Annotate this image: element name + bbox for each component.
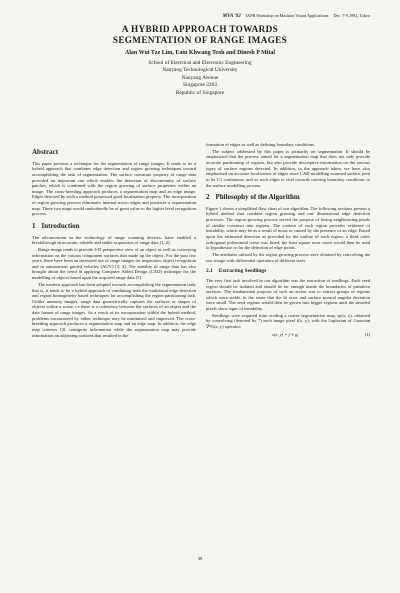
abstract-text: This paper presents a technique for the segmentation of range images. It tends to be a hybrid approach that combines edge detection and region growing techniques toward accomplishing the task of segmentation. The surface curvature property of range data provided an important cue which enables the detection of discontinuity of surface patches, which is combined with the region growing of surface properties within an image. The cross-breeding approach produces a segmentation map and an edge image. Edges detected by such a method possessed good localisation property. The incorporation of region growing process eliminates internal micro edges and produces a segmentation map. These two maps would undoubtedly be of great value to the higher level recognition process. xyxy=(32,160,196,217)
subsection-title: Extracting Seedlings xyxy=(218,268,267,275)
conference-venue: IAPR Workshop on Machine Vision Applications xyxy=(245,13,329,18)
paper-title xyxy=(0,24,400,46)
abstract-heading: Abstract xyxy=(32,148,59,156)
equation xyxy=(206,332,370,338)
conference-name: MVA '92 xyxy=(222,14,241,19)
subsection-number: 2.1 xyxy=(206,268,213,275)
paragraph: The very first task involved in our algorithm was the extraction of seedlings. Each seed region should be isolated and should be far enough inside the boundaries of primitive surfaces. The fundamental purpose of such an action was to extract groups of regions which were stable, in the sense that the fit error and surface normal angular deviation were small. The seed regions would then be grown into bigger regions until the invaded pixels show signs of instability. xyxy=(206,277,370,311)
affiliation-line: Republic of Singapore xyxy=(175,89,225,96)
page-number: 39 xyxy=(197,556,203,561)
affiliation-line: School of Electrical and Electronic Engineering xyxy=(148,60,252,66)
equation-body: s(x, y) = f ∗ g, xyxy=(272,331,299,337)
paragraph: Figure 1 shows a simplified flow chart of our algorithm. The following sections present a hybrid method that combine region growing and one dimensional edge detection processes. The region growing process served the purpose of fusing neighbouring pixels of similar construct into regions. The contour of each region provides evidence of instability, which may be as a result of noise or caused by the presence of an edge. Based upon the estimated direction as provided by the outline of each region, a third order orthogonal polynomial curve was fitted; the least square error curve would then be used to hypothesise or for the detection of edge points. xyxy=(206,205,370,251)
section-title: Philosophy of the Algorithm xyxy=(215,193,300,202)
title-line-1: A HYBRID APPROACH TOWARDS xyxy=(121,24,279,34)
title-line-2: SEGMENTATION OF RANGE IMAGES xyxy=(112,35,288,45)
section-heading xyxy=(32,221,196,230)
left-column xyxy=(32,150,196,339)
paragraph: formation of edges as well as defining boundary conditions. xyxy=(206,142,315,147)
paragraph: The modern approach has been adopted towards accomplishing the segmentation task; that is, it tends to be a hybrid approach of combining both the traditional edge detection and region homogeneity based techniques for accomplishing the region partitioning task. Unlike intensity images, range data geometrically captures the surfaces or shapes of objects within a scene, i.e there is a coherency between the surfaces of an object and the data format of range images. As a result of its incorporation within the hybrid method, problems encountered by either technique may be minimised and improved. The cross-breeding approach produces a segmentation map and an edge map. In addition, the edge map conveys C0, contiguity information while the segmentation map may provide information on adjoining surfaces that resulted in the xyxy=(32,281,196,338)
affiliation-line: Nanyang Technological University xyxy=(162,67,238,74)
paragraph: The subject addressed by this paper is primarily on segmentation. It should be emphasized that the process aimed for a segmentation map that does not only provide accurate partitioning of regions, but also provide descriptive information on the various types of surface regions detected. In addition, in the approach taken, we have also emphasised on accurate localisation of edges since CAD modelling assumed surface joint to be C1 continuous; and as such edges is vital towards catering boundary conditions to the surface modelling process. xyxy=(206,148,370,188)
section-heading xyxy=(206,195,370,201)
authors: Alan Wui Tze Lim, Eam Khwang Teoh and Dinesh P Mital xyxy=(124,50,276,56)
section-title: Introduction xyxy=(41,221,80,230)
conference-location: Tokyo xyxy=(359,13,370,18)
paragraph: The advancement in the technology of range scanning devices, have enabled a breakthrough in accurate, reliable and stable acquisition of range data [1, 2]. xyxy=(32,234,196,246)
subsection-heading xyxy=(206,269,370,275)
paragraph: Seedlings were acquired from eroding a coarse segmentation map, sp(x, y), obtained by convolving (denoted by *) each image pixel f(x, y), with the Laplacian of Gaussian ∇²G(x, y) operator; xyxy=(206,312,370,330)
paragraph: Range image tends to provide 3-D perspective view of an object as well as conveying information on the various component surfaces that made up the object. For the past few years, there have been an increased use of range images for inspection, object recognition and in autonomous guided vehicles (AGV) [3, 4]. The stability of range data has also brought about the trend in applying Computer Aided Design (CAD) technique for the modelling of objects based upon the acquired range data [5]. xyxy=(32,246,196,281)
affiliation xyxy=(0,60,400,97)
right-column xyxy=(206,142,370,339)
affiliation-line: Nanyang Avenue xyxy=(181,74,219,81)
running-header xyxy=(223,13,370,19)
equation-number: (1) xyxy=(364,331,370,337)
paragraph: The attributes utilised by the region growing process were obtained by convolving the raw image with differential operators of different sizes. xyxy=(206,252,370,263)
section-number: 2 xyxy=(206,193,210,202)
section-number: 1 xyxy=(32,221,36,230)
conference-dates: Dec. 7-9,1992, xyxy=(333,13,359,18)
affiliation-line: Singapore 2263 xyxy=(183,82,217,89)
